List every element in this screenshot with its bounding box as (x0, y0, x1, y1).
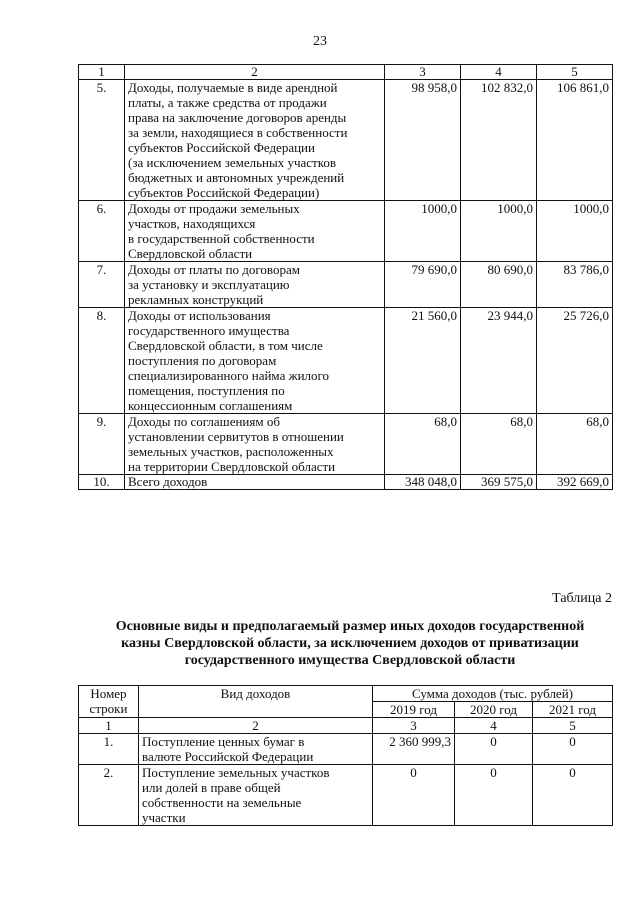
row-number: 1. (79, 734, 139, 765)
value-cell: 1000,0 (385, 201, 461, 262)
value-cell: 98 958,0 (385, 80, 461, 201)
row-number: 7. (79, 262, 125, 308)
column-index: 2 (139, 718, 373, 734)
value-cell: 68,0 (461, 414, 537, 475)
value-cell: 348 048,0 (385, 475, 461, 490)
column-index: 1 (79, 718, 139, 734)
row-description: Поступление ценных бумаг в валюте Российской Федерации (139, 734, 373, 765)
row-description: Поступление земельных участков или долей в праве общей собственности на земельные участки (139, 765, 373, 826)
value-cell: 0 (455, 734, 533, 765)
row-number: 8. (79, 308, 125, 414)
value-cell: 0 (533, 734, 613, 765)
table-header-row (79, 65, 613, 80)
table-header-row (79, 686, 613, 702)
row-description: Доходы, получаемые в виде арендной платы, а также средства от продажи права на заключение договоров аренды за земли, находящиеся в собственности субъектов Российской Федерации (за исключением земельных участков бюджетных и автономных учреждений субъектов Российской Федерации) (125, 80, 385, 201)
value-cell: 369 575,0 (461, 475, 537, 490)
row-description: Доходы по соглашениям об установлении сервитутов в отношении земельных участков, расположенных на территории Свердловской области (125, 414, 385, 475)
table-row (79, 414, 613, 475)
revenue-table-1 (78, 64, 613, 490)
value-cell: 106 861,0 (537, 80, 613, 201)
column-header-sum: Сумма доходов (тыс. рублей) (373, 686, 613, 702)
row-number: 5. (79, 80, 125, 201)
row-description: Доходы от использования государственного имущества Свердловской области, в том числе поступления по договорам специализированного найма жилого помещения, поступления по концессионным соглашениям (125, 308, 385, 414)
column-header-type: Вид доходов (139, 686, 373, 718)
table-row (79, 80, 613, 201)
column-header-year: 2021 год (533, 702, 613, 718)
column-index: 4 (455, 718, 533, 734)
total-row (79, 475, 613, 490)
column-header-year: 2020 год (455, 702, 533, 718)
value-cell: 23 944,0 (461, 308, 537, 414)
value-cell: 1000,0 (537, 201, 613, 262)
table-row (79, 765, 613, 826)
row-number: 6. (79, 201, 125, 262)
column-index: 3 (373, 718, 455, 734)
value-cell: 83 786,0 (537, 262, 613, 308)
column-index: 3 (385, 65, 461, 80)
column-header-year: 2019 год (373, 702, 455, 718)
table-caption: Таблица 2 (552, 591, 612, 606)
value-cell: 80 690,0 (461, 262, 537, 308)
value-cell: 0 (533, 765, 613, 826)
row-description: Всего доходов (125, 475, 385, 490)
value-cell: 0 (373, 765, 455, 826)
table-row (79, 201, 613, 262)
revenue-table-2 (78, 685, 613, 826)
row-number: 9. (79, 414, 125, 475)
column-index: 2 (125, 65, 385, 80)
row-description: Доходы от платы по договорам за установку и эксплуатацию рекламных конструкций (125, 262, 385, 308)
row-description: Доходы от продажи земельных участков, находящихся в государственной собственности Свердловской области (125, 201, 385, 262)
page-number: 23 (313, 34, 327, 49)
table-index-row (79, 718, 613, 734)
column-index: 1 (79, 65, 125, 80)
value-cell: 25 726,0 (537, 308, 613, 414)
value-cell: 102 832,0 (461, 80, 537, 201)
column-index: 5 (533, 718, 613, 734)
table-row (79, 734, 613, 765)
value-cell: 392 669,0 (537, 475, 613, 490)
value-cell: 0 (455, 765, 533, 826)
value-cell: 1000,0 (461, 201, 537, 262)
value-cell: 21 560,0 (385, 308, 461, 414)
value-cell: 68,0 (385, 414, 461, 475)
column-header-number: Номер строки (79, 686, 139, 718)
value-cell: 79 690,0 (385, 262, 461, 308)
value-cell: 68,0 (537, 414, 613, 475)
value-cell: 2 360 999,3 (373, 734, 455, 765)
section-title: Основные виды и предполагаемый размер иных доходов государственной казны Свердловской области, за исключением доходов от приватизации государственного имущества Свердловской области (115, 619, 585, 668)
table-row (79, 262, 613, 308)
table-row (79, 308, 613, 414)
row-number: 2. (79, 765, 139, 826)
row-number: 10. (79, 475, 125, 490)
column-index: 4 (461, 65, 537, 80)
column-index: 5 (537, 65, 613, 80)
